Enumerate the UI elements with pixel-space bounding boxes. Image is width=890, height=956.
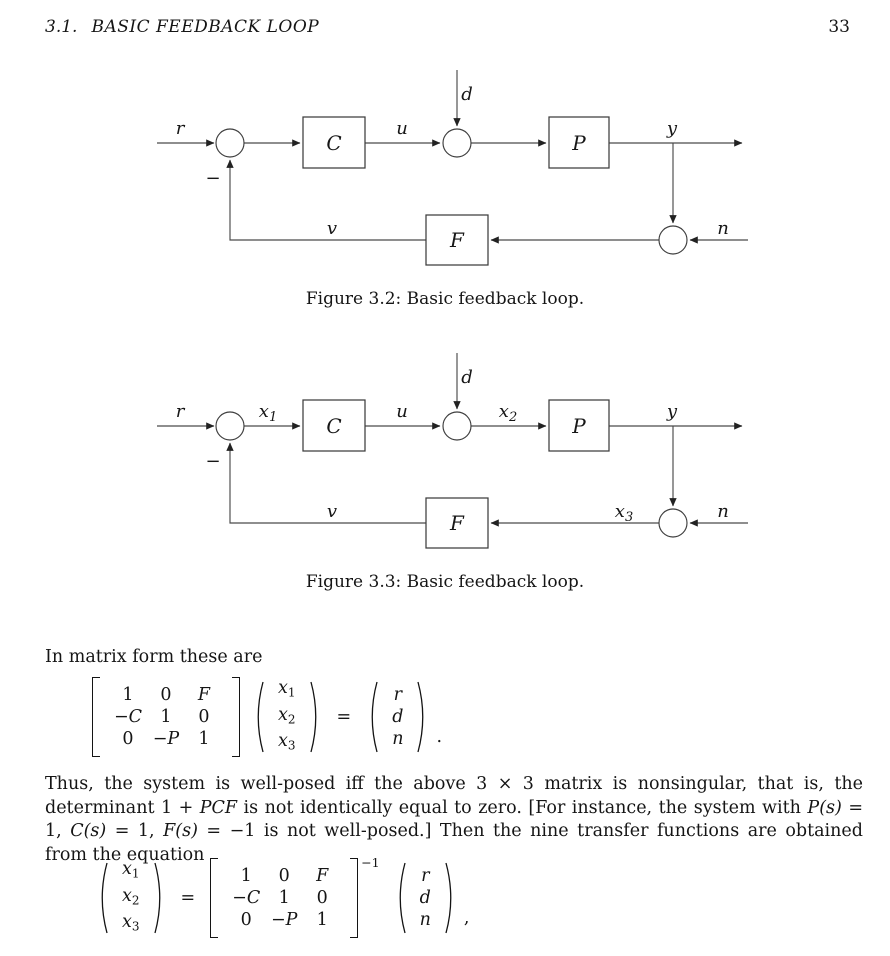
equals-sign: = <box>180 888 196 908</box>
right-paren <box>153 861 166 935</box>
body-paragraph: Thus, the system is well-posed iff the above 3 × 3 matrix is nonsingular, that is, the determinant 1 + PCF is not identically equal to zero. [For instance, the system with P(s) = 1, C(s) = 1, F(s) = −1 is not well-posed.] Then the nine transfer functions are obtained from the equation <box>45 774 863 865</box>
matrix-cell: 1 <box>278 888 290 908</box>
state-vector <box>265 677 309 757</box>
right-bracket <box>232 677 240 757</box>
equation-matrix-form <box>92 677 442 757</box>
label-n: n <box>717 218 729 239</box>
equation-inverse-form <box>96 855 470 938</box>
vector-entry: n <box>392 729 404 749</box>
matrix-cell: F <box>197 685 211 705</box>
figure-3-2-diagram <box>140 60 760 272</box>
label-y: y <box>666 401 678 422</box>
vector-entry: d <box>419 888 431 908</box>
left-paren <box>394 861 407 935</box>
label-r: r <box>175 118 185 139</box>
matrix-cell: 1 <box>240 866 252 886</box>
equals-sign: = <box>336 707 352 727</box>
input-vector <box>379 684 416 750</box>
vector-entry: $x_2$ <box>278 704 296 727</box>
label-u: u <box>396 401 408 422</box>
vector-entry: $x_3$ <box>278 731 296 753</box>
sum-junction-1 <box>216 129 244 157</box>
right-bracket <box>350 858 358 938</box>
left-paren <box>252 680 265 754</box>
left-paren <box>366 680 379 754</box>
state-vector <box>109 858 153 938</box>
matrix-cell: F <box>316 866 329 886</box>
matrix-cell: −P <box>270 910 298 930</box>
right-paren <box>416 680 429 754</box>
matrix-cell: −P <box>152 729 180 749</box>
label-x2: $x_2$ <box>498 401 518 425</box>
sum-junction-3 <box>659 226 687 254</box>
left-bracket <box>92 677 100 757</box>
label-x3: $x_3$ <box>614 501 634 525</box>
vector-entry: $x_2$ <box>122 885 140 908</box>
block-P-label: P <box>572 414 586 438</box>
matrix-cell: −C <box>232 888 261 908</box>
block-C-label: C <box>326 414 342 438</box>
block-C-label: C <box>326 131 342 155</box>
equation-terminator: . <box>436 727 443 747</box>
matrix-cell: 0 <box>160 685 172 705</box>
sum-junction-2 <box>443 412 471 440</box>
matrix-cell: 0 <box>122 729 134 749</box>
coefficient-matrix <box>218 865 350 931</box>
matrix-cell: 0 <box>316 888 328 908</box>
vector-entry: $x_1$ <box>278 678 296 700</box>
label-minus: − <box>205 451 221 472</box>
running-header <box>45 17 850 37</box>
label-n: n <box>717 501 729 522</box>
inverse-exponent: −1 <box>361 855 380 870</box>
label-d: d <box>461 84 473 105</box>
intro-line: In matrix form these are <box>45 647 263 667</box>
matrix-cell: 0 <box>240 910 252 930</box>
left-bracket <box>210 858 218 938</box>
right-paren <box>309 680 322 754</box>
matrix-cell: 1 <box>198 729 210 749</box>
vector-entry: $x_3$ <box>122 912 140 934</box>
matrix-cell: 0 <box>198 707 210 727</box>
figure-3-3-diagram <box>140 343 760 555</box>
figure-3-2-caption: Figure 3.2: Basic feedback loop. <box>305 289 585 309</box>
vector-entry: n <box>419 910 431 930</box>
matrix-cell: 1 <box>122 685 134 705</box>
label-v: v <box>326 501 338 522</box>
input-vector <box>407 865 444 931</box>
block-F-label: F <box>450 511 464 535</box>
label-r: r <box>175 401 185 422</box>
label-y: y <box>666 118 678 139</box>
left-paren <box>96 861 109 935</box>
matrix-cell: 1 <box>160 707 172 727</box>
coefficient-matrix <box>100 684 232 750</box>
equation-terminator: , <box>463 908 470 928</box>
label-u: u <box>396 118 408 139</box>
sum-junction-3 <box>659 509 687 537</box>
label-x1: $x_1$ <box>258 401 278 425</box>
page-number: 33 <box>828 17 850 37</box>
block-F-label: F <box>450 228 464 252</box>
right-paren <box>444 861 457 935</box>
matrix-cell: −C <box>113 707 143 727</box>
label-d: d <box>461 367 473 388</box>
block-P-label: P <box>572 131 586 155</box>
sum-junction-1 <box>216 412 244 440</box>
vector-entry: r <box>421 866 430 886</box>
label-v: v <box>326 218 338 239</box>
section-number: 3.1. <box>45 17 78 37</box>
sum-junction-2 <box>443 129 471 157</box>
matrix-cell: 0 <box>278 866 290 886</box>
section-header <box>45 17 319 37</box>
vector-entry: r <box>393 685 403 705</box>
matrix-cell: 1 <box>316 910 328 930</box>
section-title: BASIC FEEDBACK LOOP <box>91 17 320 37</box>
label-minus: − <box>205 168 221 189</box>
vector-entry: d <box>392 707 404 727</box>
vector-entry: $x_1$ <box>122 859 140 881</box>
figure-3-3-caption: Figure 3.3: Basic feedback loop. <box>305 572 585 592</box>
